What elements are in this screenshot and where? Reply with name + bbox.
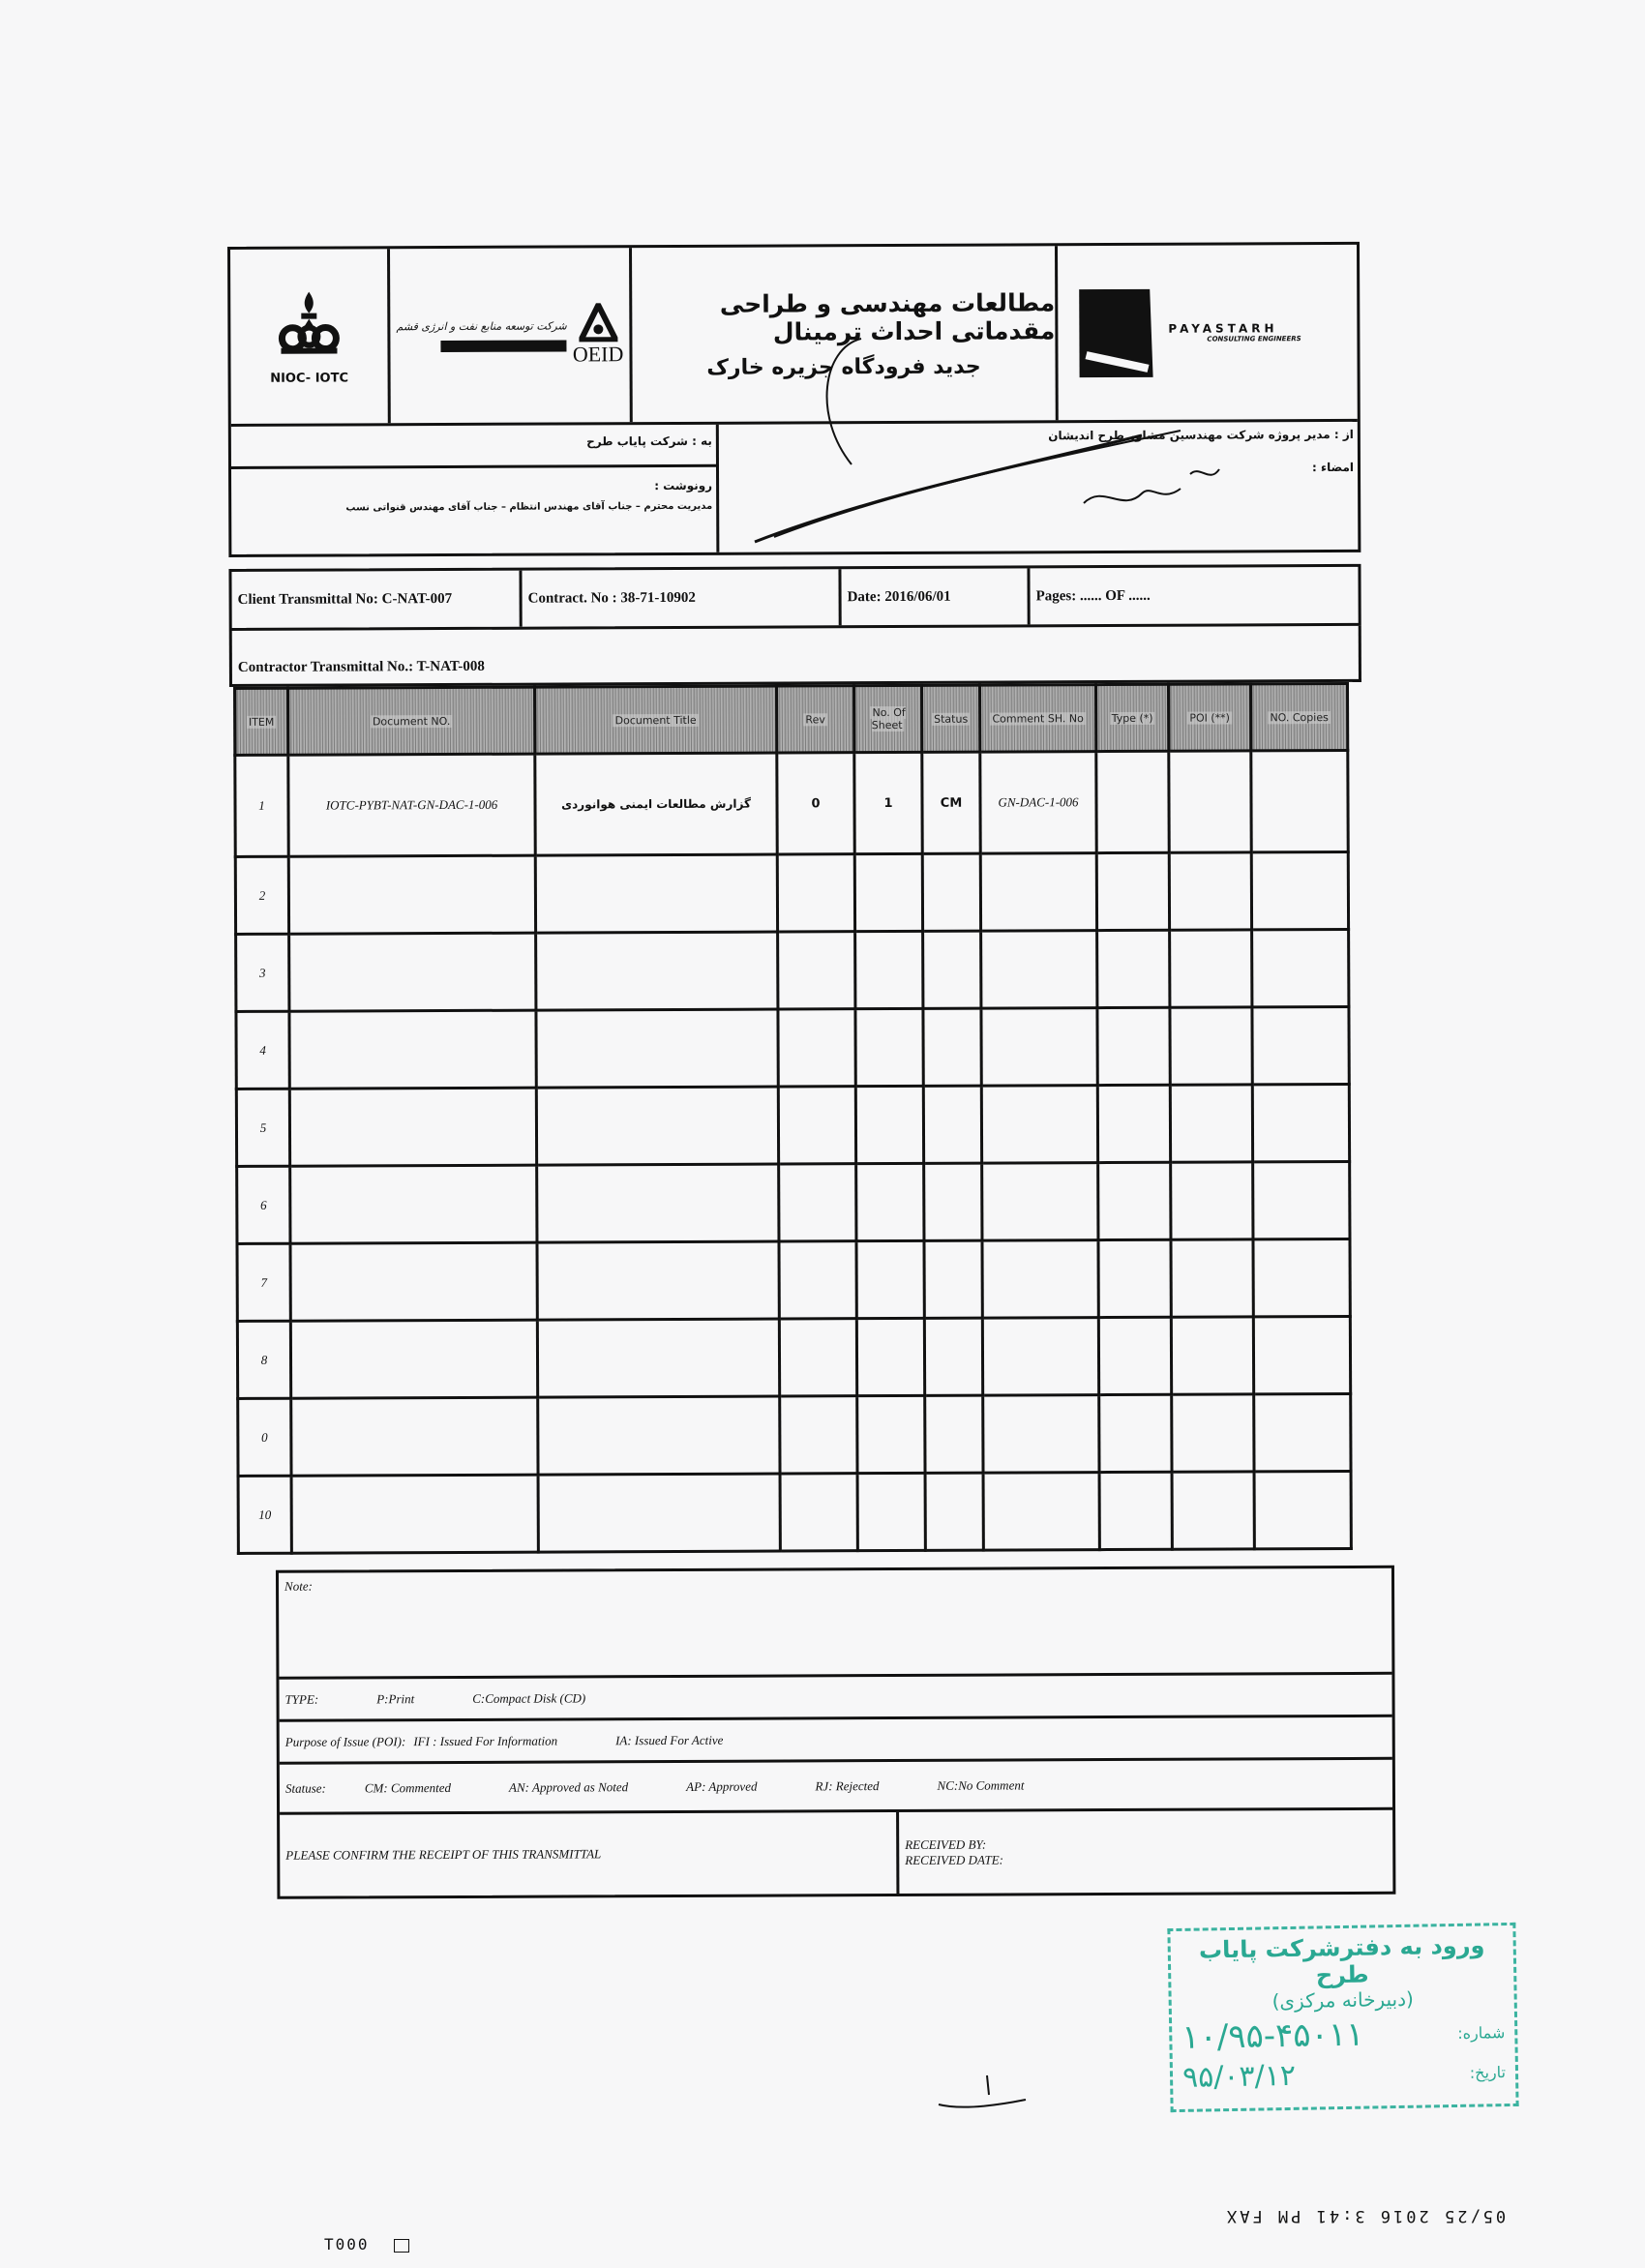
cell-poi <box>1170 1007 1252 1085</box>
cell-comment-sh <box>982 1240 1098 1319</box>
note-label: Note: <box>284 1578 313 1594</box>
status-cm: CM: Commented <box>364 1779 452 1795</box>
cc-value: مدیریت محترم – جناب آقای مهندس انتظام – جناب آقای مهندس قنواتی نسب <box>345 500 713 514</box>
signature-label: امضاء : <box>1311 460 1355 475</box>
status-an: AN: Approved as Noted <box>508 1778 629 1795</box>
stamp-line2: (دبیرخانه مرکزی) <box>1271 1986 1414 2014</box>
cell-comment-sh <box>981 1086 1097 1164</box>
cell-status <box>923 1086 981 1163</box>
cell-type <box>1098 1162 1171 1239</box>
cell-title <box>537 1241 779 1320</box>
fax-page-code: T000 <box>324 2235 409 2253</box>
col-header-document-title: Document Title <box>534 686 776 754</box>
cell-item: 10 <box>238 1476 291 1553</box>
cell-doc-no <box>291 1475 538 1553</box>
table-row <box>238 1471 1351 1553</box>
cell-status <box>923 1008 981 1086</box>
cell-sheets <box>855 1086 923 1163</box>
col-header-item: ITEM <box>234 688 287 755</box>
to-text: به : شرکت پایاب طرح <box>231 425 716 469</box>
cell-status <box>924 1318 982 1395</box>
note-field <box>279 1568 1391 1680</box>
cell-comment-sh <box>980 853 1096 932</box>
nioc-label: NIOC- IOTC <box>270 370 349 386</box>
cell-sheets <box>855 1008 923 1086</box>
cell-item: 2 <box>235 856 288 934</box>
cell-type <box>1097 1007 1170 1085</box>
cell-item: 0 <box>238 1398 291 1476</box>
cell-status <box>924 1163 982 1240</box>
consultant-subtitle: CONSULTING ENGINEERS <box>1207 335 1301 343</box>
cell-rev <box>780 1474 857 1551</box>
oeid-label: OEID <box>572 342 624 367</box>
oeid-logo <box>390 248 633 423</box>
status-label: Statuse: <box>284 1780 326 1796</box>
cell-comment-sh <box>983 1395 1099 1474</box>
cell-item: 5 <box>236 1089 289 1166</box>
status-ap: AP: Approved <box>686 1778 758 1794</box>
fax-header-line: 05/25 2016 3:41 PM FAX <box>1224 2206 1507 2225</box>
table-row <box>236 1084 1349 1166</box>
documents-table <box>233 682 1353 1555</box>
to-section <box>231 425 717 554</box>
cell-poi <box>1170 1085 1252 1162</box>
cell-type <box>1097 930 1170 1007</box>
cell-type <box>1098 1317 1171 1394</box>
contract-no: Contract. No : 38-71-10902 <box>522 569 841 626</box>
cell-poi <box>1169 852 1251 930</box>
cell-item: 7 <box>237 1243 290 1321</box>
form-header <box>230 245 1358 424</box>
cell-doc-no: IOTC-PYBT-NAT-GN-DAC-1-006 <box>288 754 535 856</box>
cell-comment-sh <box>981 1008 1097 1087</box>
cell-copies <box>1254 1471 1351 1548</box>
cell-sheets <box>857 1395 925 1473</box>
cell-title <box>537 1164 779 1242</box>
col-header-comment-sh: Comment SH. No <box>979 685 1095 753</box>
cell-sheets <box>857 1473 925 1550</box>
cell-copies <box>1252 929 1349 1006</box>
cell-rev <box>779 1319 856 1396</box>
table-row <box>237 1238 1350 1321</box>
col-header-sheets: No. Of Sheet <box>853 685 921 752</box>
cell-doc-no <box>291 1397 538 1476</box>
cell-type <box>1096 852 1169 930</box>
cell-item: 8 <box>237 1321 290 1398</box>
cell-poi <box>1169 751 1251 852</box>
table-row <box>236 1006 1349 1089</box>
cell-poi <box>1171 1239 1253 1317</box>
poi-ia: IA: Issued For Active <box>615 1732 724 1747</box>
cc-label: رونوشت : <box>654 478 713 493</box>
cell-status <box>922 853 980 931</box>
received-date-label: RECEIVED DATE: <box>905 1852 1004 1867</box>
stamp-date-label: تاریخ: <box>1469 2063 1507 2082</box>
from-text: از : مدیر پروژه شرکت مهندسین مشاور طرح اندیشان <box>1048 427 1354 443</box>
cell-poi <box>1172 1472 1254 1549</box>
receipt-stamp <box>1167 1923 1518 2112</box>
cell-item: 1 <box>235 755 288 856</box>
cell-sheets <box>856 1318 924 1395</box>
type-cd: C:Compact Disk (CD) <box>472 1689 586 1706</box>
table-row <box>237 1161 1350 1243</box>
cell-status <box>925 1473 983 1550</box>
col-header-rev: Rev <box>776 686 853 753</box>
cell-doc-no <box>289 1088 536 1166</box>
cell-status <box>925 1395 983 1473</box>
stamp-number-value: ۱۰/۹۵-۴۵۰۱۱ <box>1181 2014 1364 2057</box>
cell-poi <box>1172 1394 1254 1472</box>
poi-ifi: IFI : Issued For Information <box>413 1733 558 1748</box>
cell-rev <box>777 854 854 932</box>
col-header-type: Type (*) <box>1095 684 1168 751</box>
cell-doc-no <box>290 1242 537 1321</box>
cell-copies <box>1253 1161 1350 1238</box>
cell-item: 3 <box>236 934 289 1011</box>
cell-type <box>1099 1472 1172 1549</box>
cell-rev <box>779 1164 856 1241</box>
cell-comment-sh <box>982 1318 1098 1396</box>
poi-label: Purpose of Issue (POI): <box>284 1733 406 1749</box>
consultant-name: PAYASTARH <box>1168 321 1278 336</box>
transmittal-info-row <box>228 564 1361 631</box>
cell-doc-no <box>289 933 536 1011</box>
nioc-flame-icon <box>275 287 343 365</box>
cell-copies <box>1253 1238 1350 1316</box>
project-title-line2: جدید فرودگاه جزیره خارک <box>706 354 981 380</box>
cell-rev: 0 <box>777 753 854 854</box>
cell-copies <box>1252 1006 1349 1084</box>
table-row <box>235 750 1348 856</box>
col-header-status: Status <box>921 685 979 752</box>
cell-rev <box>778 932 855 1009</box>
cell-title: گزارش مطالعات ایمنی هوانوردی <box>535 753 777 855</box>
type-print: P:Print <box>376 1690 415 1706</box>
cell-type <box>1097 1085 1170 1162</box>
project-title <box>632 246 1059 422</box>
payastarh-mark-icon <box>1077 286 1154 378</box>
received-fields <box>899 1810 1392 1894</box>
cell-title <box>536 932 778 1010</box>
cell-comment-sh <box>981 931 1097 1009</box>
cell-item: 4 <box>236 1011 289 1089</box>
from-section <box>716 422 1359 552</box>
cell-sheets: 1 <box>854 752 922 853</box>
poi-legend <box>280 1717 1392 1765</box>
cell-sheets <box>856 1163 924 1240</box>
contractor-transmittal-no: Contractor Transmittal No.: T-NAT-008 <box>229 626 1361 687</box>
cell-rev <box>778 1009 855 1087</box>
cell-doc-no <box>290 1165 537 1243</box>
client-transmittal-no: Client Transmittal No: C-NAT-007 <box>231 571 522 628</box>
cell-title <box>536 1009 778 1088</box>
cell-doc-no <box>290 1320 537 1398</box>
status-rj: RJ: Rejected <box>815 1777 880 1793</box>
cell-status: CM <box>922 752 980 853</box>
type-legend <box>279 1675 1391 1722</box>
cell-copies <box>1251 851 1348 929</box>
stamp-date-row <box>1182 2055 1507 2095</box>
stamp-line1: ورود به دفترشرکت پایاب طرح <box>1198 1931 1485 1989</box>
form-header-box <box>227 242 1361 557</box>
stamp-date-value: ۹۵/۰۳/۱۲ <box>1181 2058 1297 2095</box>
payastarh-logo <box>1058 245 1358 420</box>
table-row <box>238 1393 1351 1476</box>
cell-doc-no <box>288 855 535 934</box>
cell-copies <box>1254 1393 1351 1471</box>
transmittal-date: Date: 2016/06/01 <box>841 568 1030 625</box>
cell-title <box>538 1396 780 1475</box>
project-title-line1: مطالعات مهندسی و طراحی مقدماتی احداث ترمینال <box>719 287 1056 346</box>
status-legend <box>280 1760 1392 1815</box>
cell-sheets <box>855 931 923 1008</box>
legend-box <box>276 1566 1395 1899</box>
receipt-confirmation <box>280 1810 1392 1896</box>
cc-section <box>231 467 716 554</box>
oeid-black-bar <box>441 340 567 352</box>
stamp-number-label: شماره: <box>1457 2022 1506 2043</box>
cell-doc-no <box>289 1010 536 1089</box>
cell-comment-sh: GN-DAC-1-006 <box>980 752 1096 854</box>
cell-status <box>923 931 981 1008</box>
cell-title <box>537 1319 779 1397</box>
oeid-persian-name: شرکت توسعه منابع نفت و انرژی قشم <box>396 318 567 333</box>
oeid-triangle-icon <box>579 303 617 342</box>
pages-field: Pages: ...... OF ...... <box>1035 587 1151 604</box>
cell-poi <box>1171 1317 1253 1394</box>
cell-copies <box>1251 750 1348 851</box>
stamp-number-row <box>1181 2013 1506 2057</box>
cell-type <box>1096 751 1169 852</box>
cell-poi <box>1171 1162 1253 1239</box>
cell-sheets <box>856 1240 924 1318</box>
status-nc: NC:No Comment <box>937 1776 1025 1793</box>
cell-item: 6 <box>237 1166 290 1243</box>
cell-comment-sh <box>983 1473 1099 1551</box>
cell-type <box>1098 1239 1171 1317</box>
table-row <box>236 929 1349 1011</box>
col-header-document-no: Document NO. <box>287 687 534 755</box>
cell-copies <box>1253 1316 1350 1393</box>
cell-poi <box>1170 930 1252 1007</box>
type-label: TYPE: <box>284 1691 319 1707</box>
cell-status <box>924 1240 982 1318</box>
col-header-poi: POI (**) <box>1168 684 1250 751</box>
cell-copies <box>1252 1084 1349 1161</box>
cell-type <box>1099 1394 1172 1472</box>
nioc-logo <box>230 249 391 424</box>
cell-title <box>536 1087 778 1165</box>
cell-comment-sh <box>982 1163 1098 1241</box>
table-row <box>235 851 1348 934</box>
cell-title <box>538 1474 780 1552</box>
cell-sheets <box>854 853 922 931</box>
cell-rev <box>779 1241 856 1319</box>
cell-rev <box>778 1087 855 1164</box>
cell-title <box>535 854 777 933</box>
initials-signature <box>929 2071 1045 2119</box>
confirm-text: PLEASE CONFIRM THE RECEIPT OF THIS TRANSMITTAL <box>280 1812 899 1896</box>
table-header-row <box>234 683 1347 755</box>
received-by-label: RECEIVED BY: <box>905 1836 987 1852</box>
fax-page-icon <box>394 2239 409 2253</box>
addressing-section <box>231 419 1359 554</box>
col-header-copies: NO. Copies <box>1250 683 1347 750</box>
transmittal-form <box>227 242 1366 1899</box>
cell-rev <box>780 1396 857 1474</box>
table-row <box>237 1316 1350 1398</box>
